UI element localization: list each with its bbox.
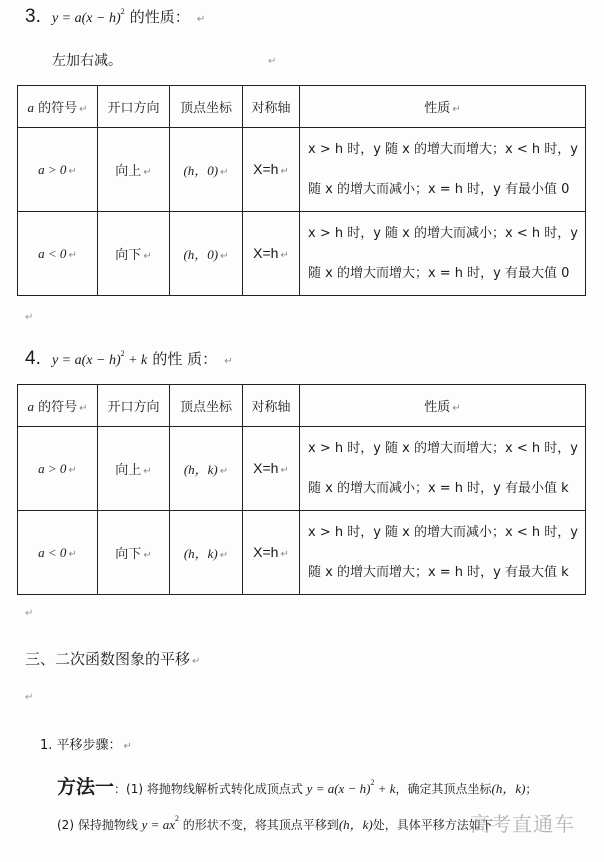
table-row	[18, 427, 586, 511]
cell-direction: 向上 ↵	[98, 128, 170, 212]
cell-vertex: (h，0) ↵	[170, 128, 243, 212]
table-header-row	[18, 385, 586, 427]
subheading-steps: 1. 平移步骤： ↵	[40, 738, 132, 753]
cell-sign: a < 0 ↵	[18, 212, 98, 296]
cell-sign: a > 0 ↵	[18, 128, 98, 212]
section-3-heading	[25, 6, 205, 28]
table-row	[18, 212, 586, 296]
formula-exponent: 2	[120, 7, 125, 16]
cell-sign: a < 0 ↵	[18, 511, 98, 595]
section-number: 3.	[25, 6, 41, 27]
heading-suffix: 的性 质：	[152, 350, 218, 368]
header-direction: 开口方向	[98, 86, 170, 128]
table-header-row	[18, 86, 586, 128]
cell-properties: x > h 时，y 随 x 的增大而增大；x < h 时，y 随 x 的增大而减小；x = h 时，y 有最小值 0	[300, 128, 586, 212]
header-vertex: 顶点坐标	[170, 385, 243, 427]
cell-vertex: (h，k) ↵	[170, 427, 243, 511]
header-vertex: 顶点坐标	[170, 86, 243, 128]
cell-sign: a > 0 ↵	[18, 427, 98, 511]
watermark: 高考直通车	[470, 812, 575, 836]
cell-axis: X=h ↵	[243, 427, 300, 511]
cell-direction: 向下 ↵	[98, 212, 170, 296]
paragraph-mark-icon: ↵	[224, 356, 233, 367]
method-one-step-2: (2) 保持抛物线 $y = ax^2$ 的形状不变，将其顶点平移到(h，k)处，具体平移方法如下	[57, 814, 493, 832]
cell-direction: 向上 ↵	[98, 427, 170, 511]
formula-exponent: 2	[120, 349, 125, 358]
properties-table-4	[17, 384, 586, 595]
cell-properties: x > h 时，y 随 x 的增大而减小；x < h 时，y 随 x 的增大而增大；x = h 时，y 有最大值 k	[300, 511, 586, 595]
paragraph-mark-icon: ↵	[25, 312, 34, 323]
header-sign: a 的符号 ↵	[18, 385, 98, 427]
header-axis: 对称轴	[243, 86, 300, 128]
formula: y = a(x − h)	[51, 11, 121, 26]
paragraph-mark-icon: ↵	[25, 608, 34, 619]
cell-axis: X=h ↵	[243, 212, 300, 296]
cell-direction: 向下 ↵	[98, 511, 170, 595]
formula: y = a(x − h)	[51, 353, 121, 368]
section-heading-translation: 三、二次函数图象的平移 ↵	[25, 650, 201, 668]
method-one-step-1: 方法一：(1) 将抛物线解析式转化成顶点式 $y = a(x - h)^2 + k$，确定其顶点坐标(h，k)；	[57, 776, 538, 798]
table-row	[18, 511, 586, 595]
paragraph-mark-icon: ↵	[268, 56, 277, 67]
table-row	[18, 128, 586, 212]
cell-properties: x > h 时，y 随 x 的增大而减小；x < h 时，y 随 x 的增大而增大；x = h 时，y 有最大值 0	[300, 212, 586, 296]
header-direction: 开口方向	[98, 385, 170, 427]
header-properties: 性质 ↵	[300, 385, 586, 427]
paragraph-mark-icon: ↵	[25, 692, 34, 703]
section-4-heading: 4. $y = a(x - h)^2 + k$ 的性 质： ↵	[25, 348, 233, 369]
cell-properties: x > h 时，y 随 x 的增大而增大；x < h 时，y 随 x 的增大而减小；x = h 时，y 有最小值 k	[300, 427, 586, 511]
method-label: 方法一	[57, 776, 115, 798]
cell-vertex: (h，0) ↵	[170, 212, 243, 296]
header-axis: 对称轴	[243, 385, 300, 427]
section-number: 4.	[25, 348, 41, 369]
header-properties: 性质 ↵	[300, 86, 586, 128]
cell-vertex: (h，k) ↵	[170, 511, 243, 595]
cell-axis: X=h ↵	[243, 128, 300, 212]
paragraph-mark-icon: ↵	[196, 14, 206, 25]
header-sign: a 的符号 ↵	[18, 86, 98, 128]
heading-suffix: 的性质：	[129, 8, 190, 26]
cell-axis: X=h ↵	[243, 511, 300, 595]
properties-table-3	[17, 85, 586, 296]
rule-note: 左加右减。	[52, 53, 122, 69]
